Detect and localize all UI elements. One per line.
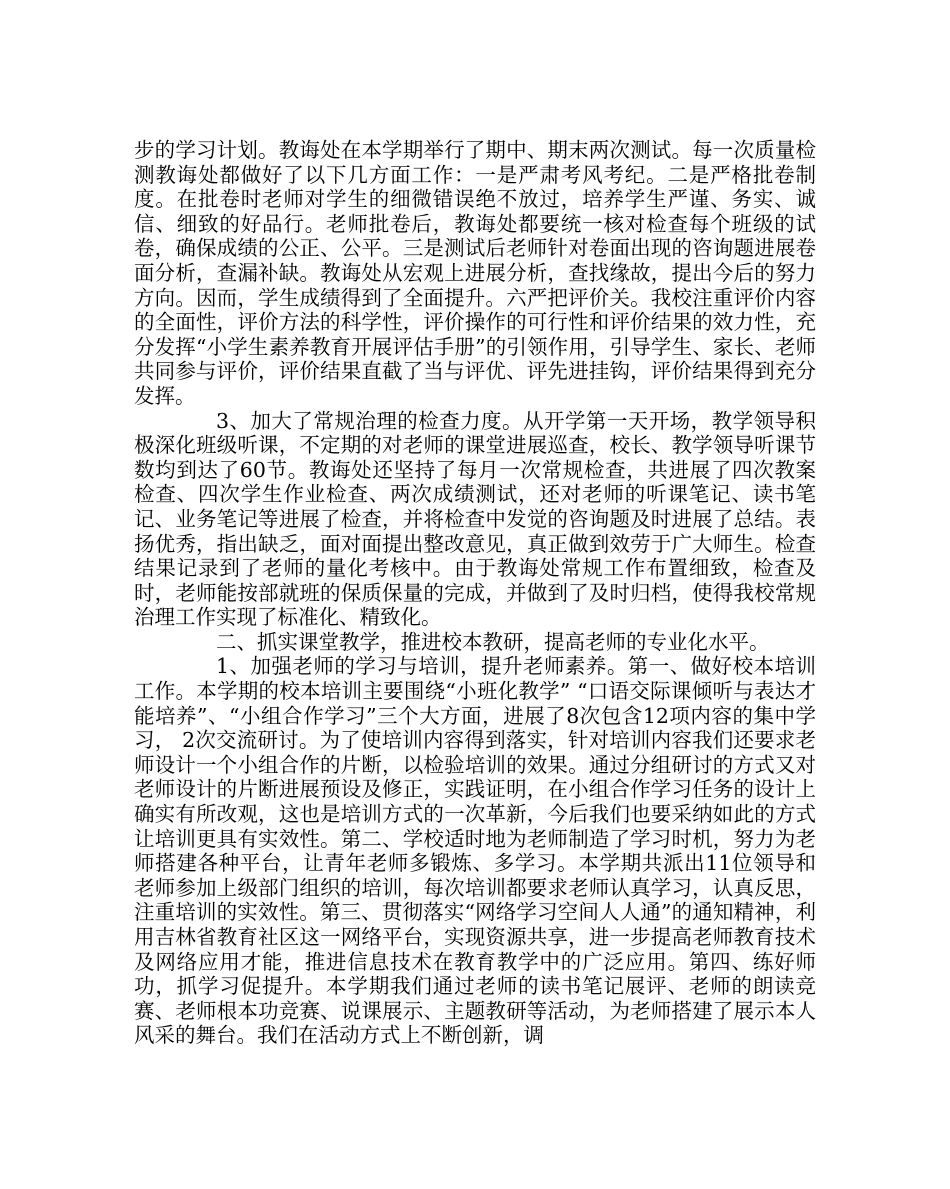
section-heading-classroom-teaching: 二、抓实课堂教学，推进校本教研，提高老师的专业化水平。 bbox=[216, 629, 770, 654]
paragraph-teacher-training: 1、加强老师的学习与培训，提升老师素养。第一、做好校本培训工作。本学期的校本培训主要围绕“小班化教学” “口语交际课倾听与表达才能培养”、“小组合作学习”三个大方面，进展了8次包含12项内容的集中学习， 2次交流研讨。为了使培训内容得到落实，针对培训内容我们还要求老师设计一个小组合作的片断，以检验培训的效果。通过分组研讨的方式又对老师设计的片断进展预设及修正，实践证明，在小组合作学习任务的设计上确实有所改观，这也是培训方式的一次革新，今后我们也要采纳如此的方式让培训更具有实效性。第二、学校适时地为老师制造了学习时机，努力为老师搭建各种平台，让青年老师多锻炼、多学习。本学期共派出11位领导和老师参加上级部门组织的培训，每次培训都要求老师认真学习，认真反思，注重培训的实效性。第三、贯彻落实“网络学习空间人人通”的通知精神，利用吉林省教育社区这一网络平台，实现资源共享，进一步提高老师教育技术及网络应用才能，推进信息技术在教育教学中的广泛应用。第四、练好师功，抓学习促提升。本学期我们通过老师的读书笔记展评、老师的朗读竞赛、老师根本功竞赛、说课展示、主题教研等活动，为老师搭建了展示本人风采的舞台。我们在活动方式上不断创新，调 bbox=[134, 654, 816, 1048]
paragraph-exam-work: 步的学习计划。教诲处在本学期举行了期中、期末两次测试。每一次质量检测教诲处都做好了以下几方面工作：一是严肃考风考纪。二是严格批卷制度。在批卷时老师对学生的细微错误绝不放过，培养学生严谨、务实、诚信、细致的好品行。老师批卷后，教诲处都要统一核对检查每个班级的试卷，确保成绩的公正、公平。三是测试后老师针对卷面出现的咨询题进展卷面分析，查漏补缺。教诲处从宏观上进展分析，查找缘故，提出今后的努力方向。因而，学生成绩得到了全面提升。六严把评价关。我校注重评价内容的全面性，评价方法的科学性，评价操作的可行性和评价结果的效力性，充分发挥“小学生素养教育开展评估手册”的引领作用，引导学生、家长、老师共同参与评价，评价结果直截了当与评优、评先进挂钩，评价结果得到充分发挥。 bbox=[134, 138, 816, 408]
paragraph-routine-inspection: 3、加大了常规治理的检查力度。从开学第一天开场，教学领导积极深化班级听课，不定期的对老师的课堂进展巡查，校长、教学领导听课节数均到达了60节。教诲处还坚持了每月一次常规检查，共进展了四次教案检查、四次学生作业检查、两次成绩测试，还对老师的听课笔记、读书笔记、业务笔记等进展了检查，并将检查中发觉的咨询题及时进展了总结。表扬优秀，指出缺乏，面对面提出整改意见，真正做到效劳于广大师生。检查结果记录到了老师的量化考核中。由于教诲处常规工作布置细致，检查及时，老师能按部就班的保质保量的完成，并做到了及时归档，使得我校常规治理工作实现了标准化、精致化。 bbox=[134, 408, 816, 630]
document-page bbox=[134, 138, 816, 1048]
